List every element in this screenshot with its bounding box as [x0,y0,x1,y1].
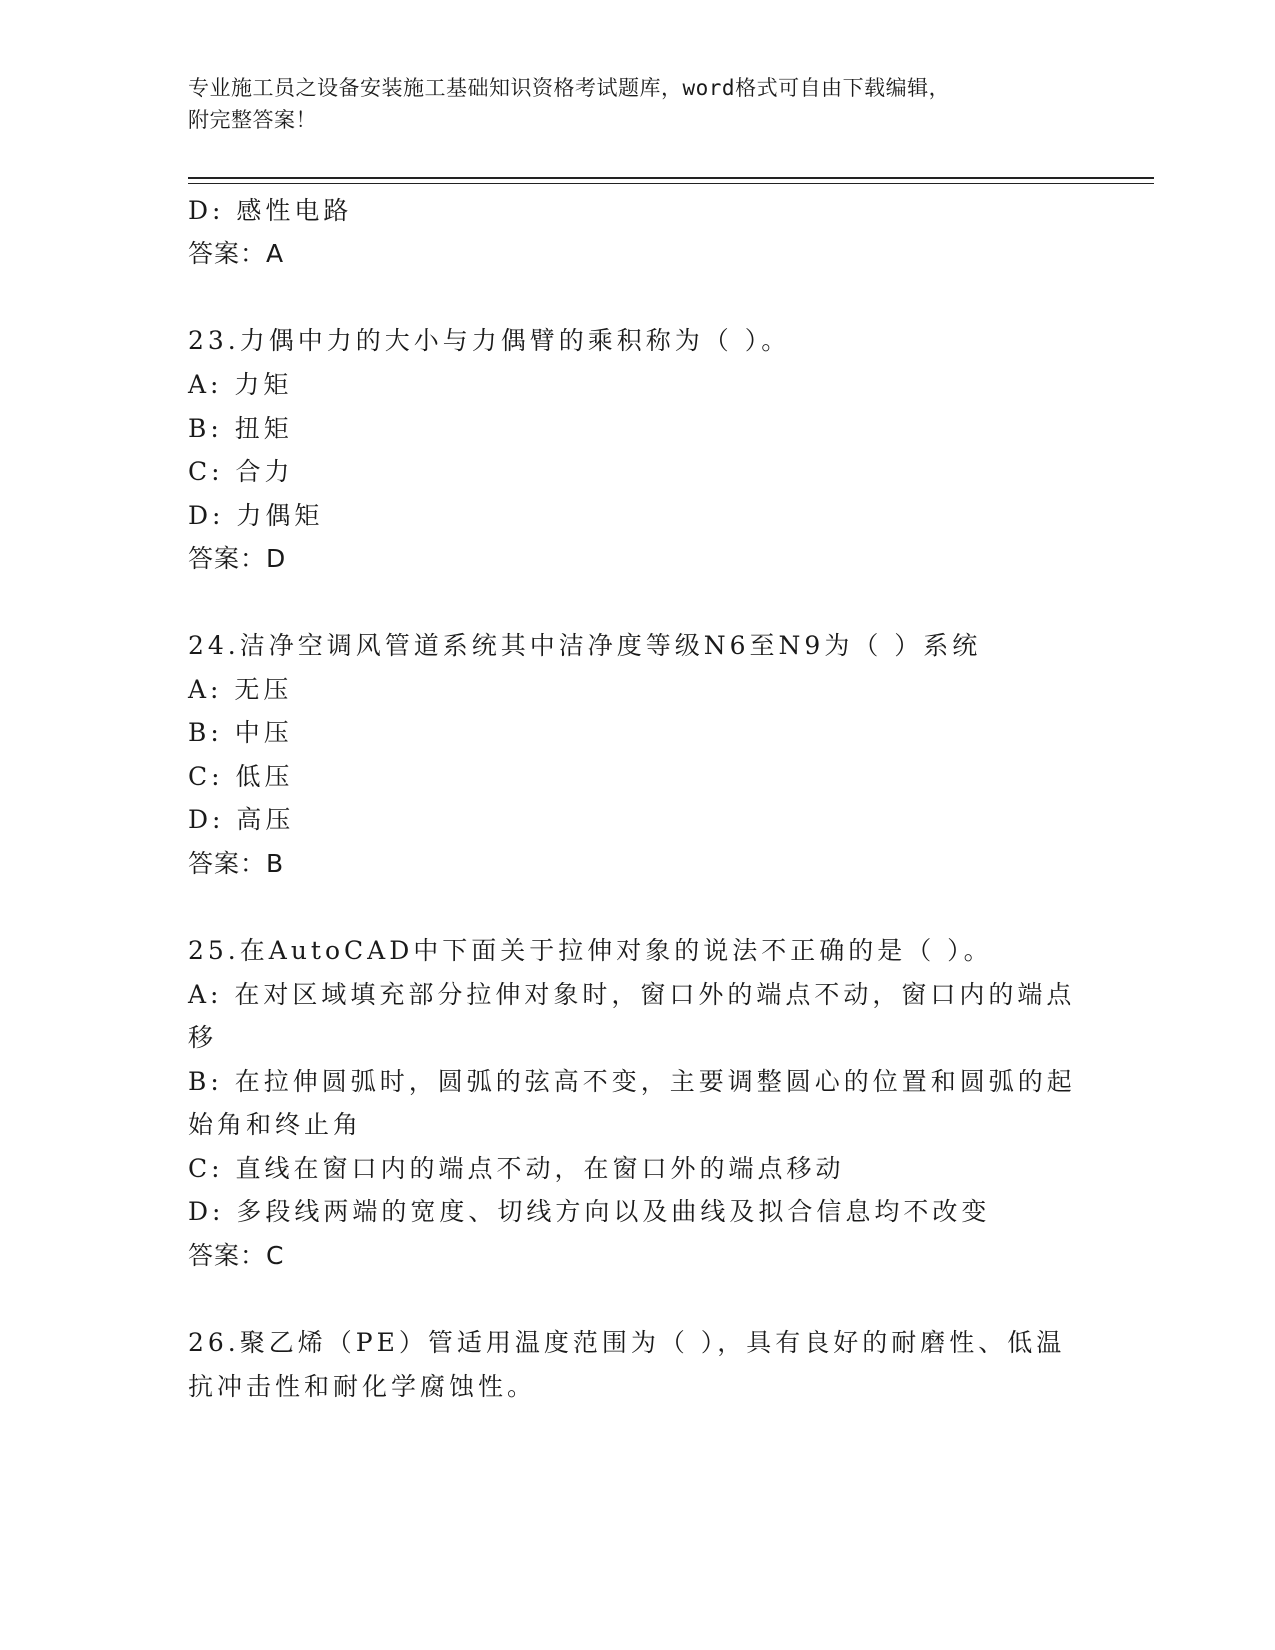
option-text: B: 在拉伸圆弧时，圆弧的弦高不变，主要调整圆心的位置和圆弧的起 [188,1067,1076,1096]
option-text: D: 高压 [188,805,295,834]
option-text: D: 力偶矩 [188,501,324,530]
header-line-2: 附完整答案！ [188,108,317,132]
answer-text: 答案：B [188,849,285,878]
answer-text: 答案：C [188,1241,285,1270]
option-text-continued: 移 [188,1023,218,1052]
option-text: D: 多段线两端的宽度、切线方向以及曲线及拟合信息均不改变 [188,1197,991,1226]
question-text: 25.在AutoCAD中下面关于拉伸对象的说法不正确的是（ ）。 [188,936,993,965]
option-text: B: 扭矩 [188,414,293,443]
option-text: A: 无压 [188,675,293,704]
option-text: A: 力矩 [188,370,293,399]
option-text: C: 低压 [188,762,294,791]
option-text: A: 在对区域填充部分拉伸对象时，窗口外的端点不动，窗口内的端点 [188,980,1076,1009]
option-text: B: 中压 [188,718,293,747]
question-text: 24.洁净空调风管道系统其中洁净度等级N6至N9为（ ）系统 [188,631,982,660]
header-divider-thin [188,183,1154,184]
answer-text: 答案：A [188,239,285,268]
question-text: 26.聚乙烯（PE）管适用温度范围为（ ），具有良好的耐磨性、低温 [188,1328,1066,1357]
question-text-continued: 抗冲击性和耐化学腐蚀性。 [188,1372,537,1401]
question-text: 23.力偶中力的大小与力偶臂的乘积称为（ ）。 [188,326,791,355]
option-text: C: 直线在窗口内的端点不动，在窗口外的端点移动 [188,1154,845,1183]
answer-text: 答案：D [188,544,287,573]
header-line-1: 专业施工员之设备安装施工基础知识资格考试题库，word格式可自由下载编辑， [188,76,951,100]
document-header [188,72,1068,136]
option-text-continued: 始角和终止角 [188,1110,363,1139]
header-divider-thick [188,177,1154,179]
option-text: C: 合力 [188,457,294,486]
option-text: D: 感性电路 [188,196,353,225]
